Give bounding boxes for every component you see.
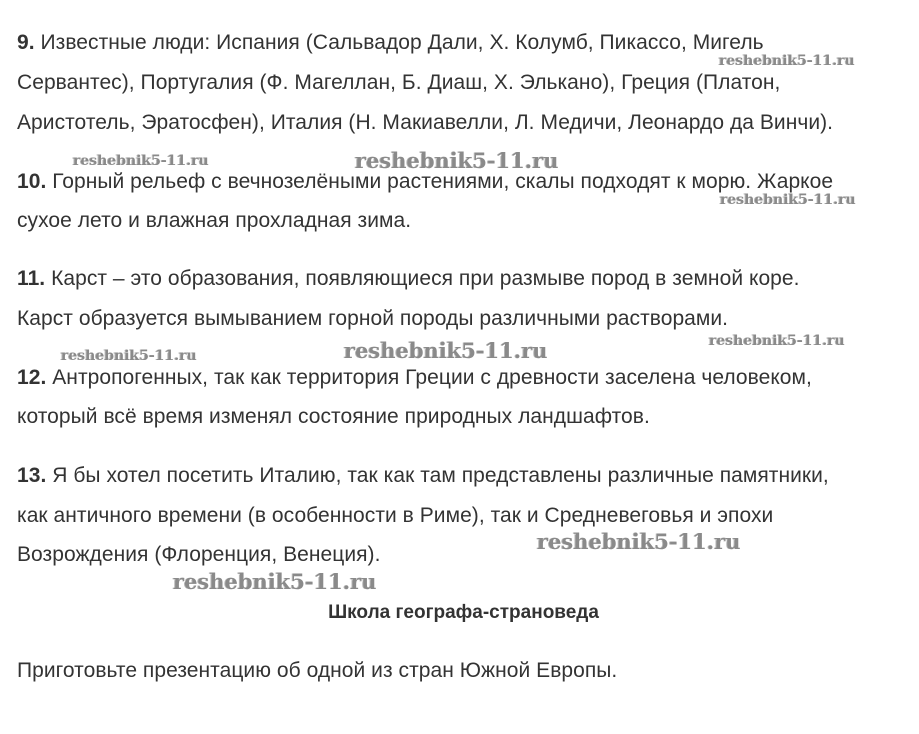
task-text: Приготовьте презентацию об одной из стран Южной Европы. [17,659,618,682]
watermark: reshebnik5-11.ru [344,338,548,363]
answer-10-line-2: сухое лето и влажная прохладная зима. [17,209,412,232]
watermark: reshebnik5-11.ru [73,153,209,169]
answer-text: Антропогенных, так как территория Греции с древности заселена человеком, [52,366,812,389]
answer-text: Карст – это образования, появляющиеся при размыве пород в земной коре. [51,267,800,290]
answer-9-line-2: Сервантес), Португалия (Ф. Магеллан, Б. Диаш, Х. Элькано), Греция (Платон, [17,71,781,94]
watermark: reshebnik5-11.ru [719,53,855,69]
answer-13-line-2: как античного времени (в особенности в Риме), так и Средневеговья и эпохи [17,504,774,527]
answer-12-line-1 [17,366,812,390]
watermark: reshebnik5-11.ru [61,348,197,364]
answer-9-line-3: Аристотель, Эратосфен), Италия (Н. Макиавелли, Л. Медичи, Леонардо да Винчи). [17,111,834,134]
answer-11-line-1 [17,267,800,291]
answer-13-line-1 [17,464,829,488]
watermark: reshebnik5-11.ru [537,529,741,554]
watermark: reshebnik5-11.ru [173,569,377,594]
watermark: reshebnik5-11.ru [355,148,559,173]
answer-number: 13. [17,464,47,487]
answer-text: Я бы хотел посетить Италию, так как там представлены различные памятники, [52,464,829,487]
answer-number: 9. [17,31,35,54]
watermark: reshebnik5-11.ru [720,192,856,208]
answer-number: 11. [17,267,46,290]
section-heading: Школа географа-страноведа [328,602,599,623]
answer-11-line-2: Карст образуется вымыванием горной породы различными растворами. [17,307,729,330]
answer-9-line-1 [17,31,764,55]
answer-12-line-2: который всё время изменял состояние природных ландшафтов. [17,405,650,428]
answer-13-line-3: Возрождения (Флоренция, Венеция). [17,543,381,566]
answer-number: 12. [17,366,47,389]
answer-10-line-1 [17,170,833,194]
answer-text: Горный рельеф с вечнозелёными растениями, скалы подходят к морю. Жаркое [52,170,834,193]
answer-text: Известные люди: Испания (Сальвадор Дали, Х. Колумб, Пикассо, Мигель [40,31,764,54]
watermark: reshebnik5-11.ru [709,333,845,349]
answer-number: 10. [17,170,47,193]
